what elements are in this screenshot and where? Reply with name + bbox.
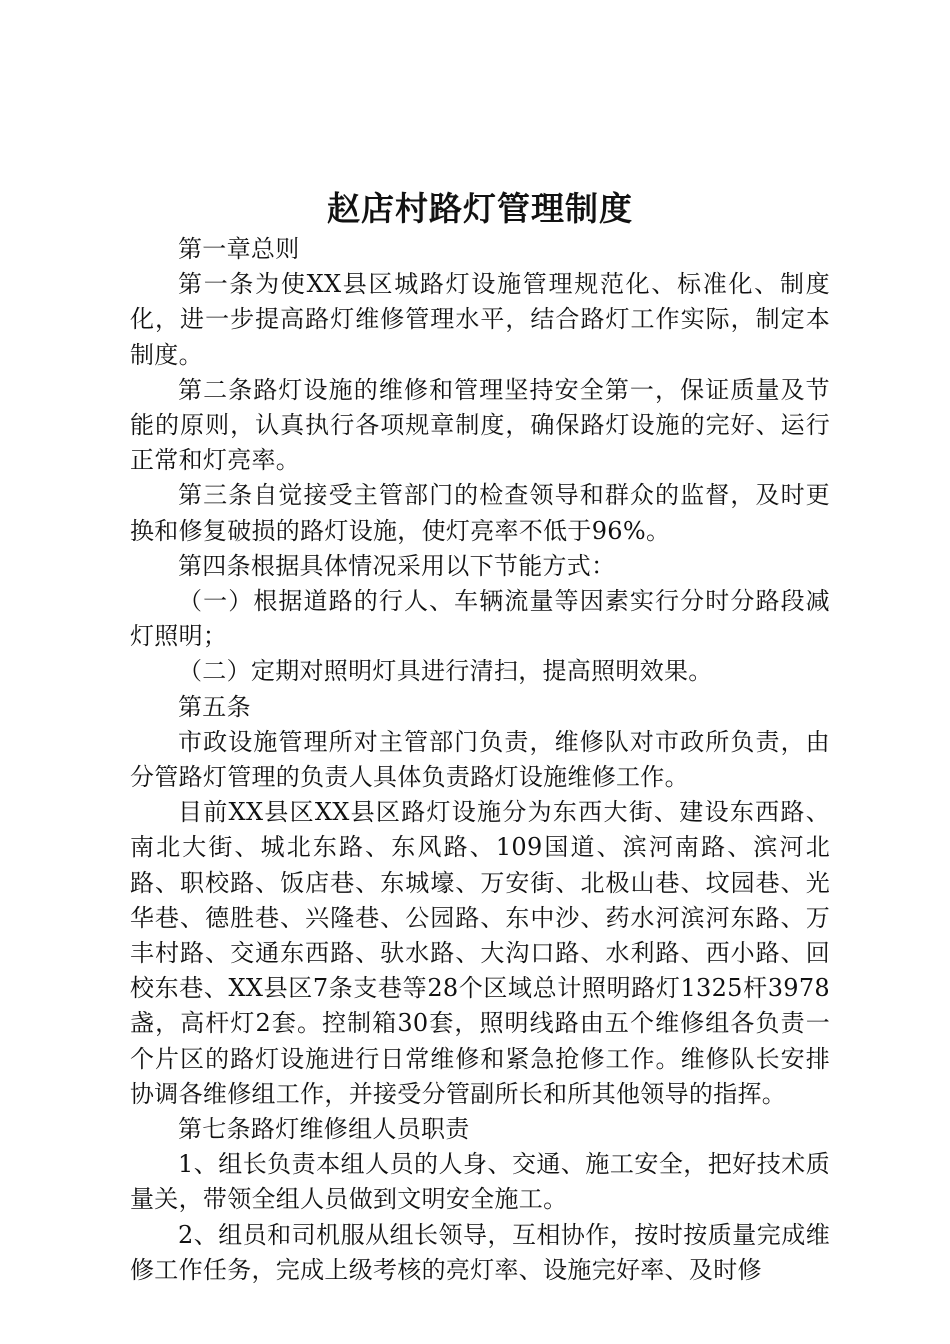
article-7-item-2: 2、组员和司机服从组长领导，互相协作，按时按质量完成维修工作任务，完成上级考核的亮灯率、设施完好率、及时修 xyxy=(130,1220,830,1284)
article-4-item-2: （二）定期对照明灯具进行清扫，提高照明效果。 xyxy=(178,657,713,686)
article-5-heading: 第五条 xyxy=(178,692,251,721)
article-7-heading: 第七条路灯维修组人员职责 xyxy=(178,1115,470,1144)
lighting-facilities-paragraph: 目前XX县区XX县区路灯设施分为东西大街、建设东西路、南北大街、城北东路、东风路、109国道、滨河南路、滨河北路、职校路、饭店巷、东城壕、万安街、北极山巷、坟园巷、光华巷、德胜巷、兴隆巷、公园路、东中沙、药水河滨河东路、万丰村路、交通东西路、驮水路、大沟口路、水利路、西小路、回校东巷、XX县区7条支巷等28个区域总计照明路灯1325杆3978盏，高杆灯2套。控制箱30套，照明线路由五个维修组各负责一个片区的路灯设施进行日常维修和紧急抢修工作。维修队长安排协调各维修组工作，并接受分管副所长和所其他领导的指挥。 xyxy=(130,798,830,1108)
article-2: 第二条路灯设施的维修和管理坚持安全第一，保证质量及节能的原则，认真执行各项规章制度，确保路灯设施的完好、运行正常和灯亮率。 xyxy=(130,375,830,475)
document-page xyxy=(130,186,830,1288)
article-1: 第一条为使XX县区城路灯设施管理规范化、标准化、制度化，进一步提高路灯维修管理水平，结合路灯工作实际，制定本制度。 xyxy=(130,270,830,369)
article-7-item-1: 1、组长负责本组人员的人身、交通、施工安全，把好技术质量关，带领全组人员做到文明安全施工。 xyxy=(130,1150,830,1214)
article-4: 第四条根据具体情况采用以下节能方式： xyxy=(178,551,616,580)
article-4-item-1: （一）根据道路的行人、车辆流量等因素实行分时分路段减灯照明； xyxy=(130,587,830,651)
article-5-body: 市政设施管理所对主管部门负责，维修队对市政所负责，由分管路灯管理的负责人具体负责路灯设施维修工作。 xyxy=(130,727,830,792)
chapter-heading: 第一章总则 xyxy=(178,235,300,263)
article-3: 第三条自觉接受主管部门的检查领导和群众的监督，及时更换和修复破损的路灯设施，使灯亮率不低于96%。 xyxy=(130,481,830,545)
document-title: 赵店村路灯管理制度 xyxy=(327,189,633,228)
